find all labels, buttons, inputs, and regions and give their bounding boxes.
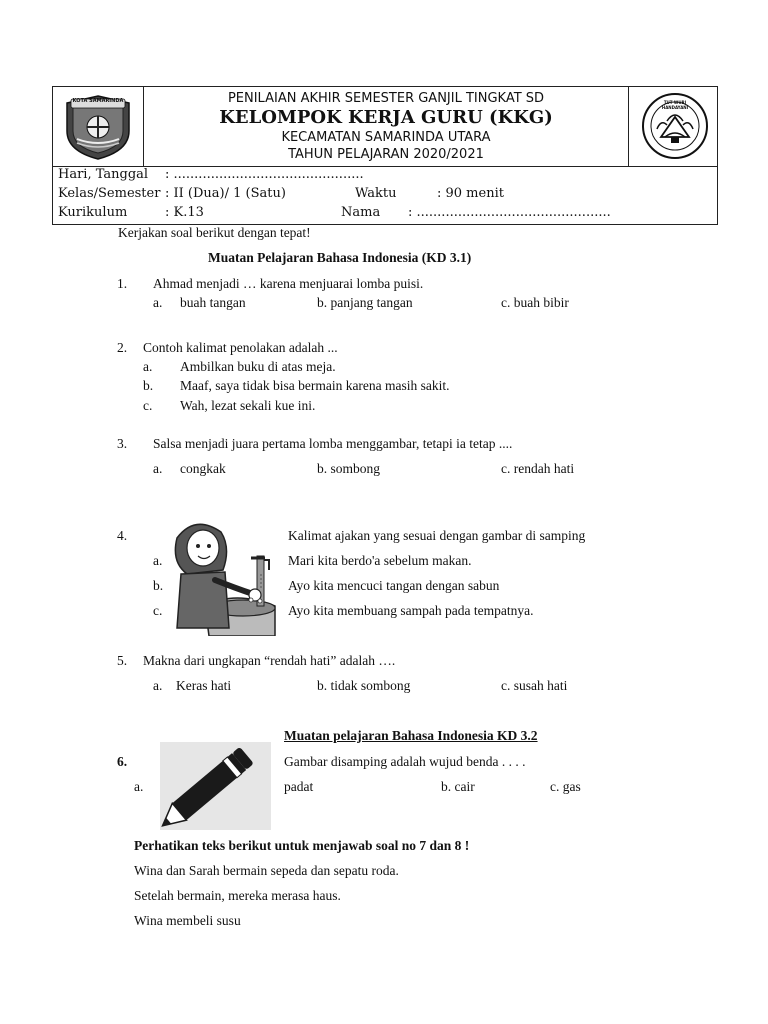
q2-option-a: Ambilkan buku di atas meja. (180, 359, 336, 374)
q2-option-b-letter: b. (143, 378, 154, 393)
q2-option-c: Wah, lezat sekali kue ini. (180, 398, 316, 413)
q4-number: 4. (117, 528, 128, 543)
header-line1: PENILAIAN AKHIR SEMESTER GANJIL TINGKAT SD (227, 91, 545, 106)
q5-option-a-letter: a. (153, 678, 163, 693)
hari-value: : .............................................. (165, 167, 364, 182)
q3-option-a-letter: a. (153, 461, 163, 476)
q6-text: Gambar disamping adalah wujud benda . . . . (284, 754, 526, 769)
girl-washing-hands-illustration (165, 518, 277, 636)
q2-option-a-letter: a. (143, 359, 153, 374)
q3-number: 3. (117, 436, 128, 451)
q2-option-b: Maaf, saya tidak bisa bermain karena masih sakit. (180, 378, 450, 393)
header-title: KELOMPOK KERJA GURU (KKG) (219, 107, 553, 128)
q3-option-c: c. rendah hati (501, 461, 575, 476)
passage-line: Wina dan Sarah bermain sepeda dan sepatu roda. (134, 863, 399, 878)
q5-option-c: c. susah hati (501, 678, 568, 693)
q4-option-a-letter: a. (153, 553, 163, 568)
passage-heading: Perhatikan teks berikut untuk menjawab soal no 7 dan 8 ! (134, 838, 470, 853)
q1-option-c: c. buah bibir (501, 295, 569, 310)
nama-label: Nama (341, 205, 381, 220)
kurikulum-value: : K.13 (165, 205, 204, 220)
kelas-label: Kelas/Semester (58, 186, 161, 201)
q6-option-c: c. gas (550, 779, 581, 794)
q5-option-a: Keras hati (176, 678, 232, 693)
q4-option-b: Ayo kita mencuci tangan dengan sabun (288, 578, 500, 593)
q5-option-b: b. tidak sombong (317, 678, 411, 693)
q4-option-c-letter: c. (153, 603, 163, 618)
header-line3: KECAMATAN SAMARINDA UTARA (281, 130, 491, 145)
q6-option-a-letter: a. (134, 779, 144, 794)
kurikulum-label: Kurikulum (58, 205, 128, 220)
passage-line: Wina membeli susu (134, 913, 241, 928)
passage-line: Setelah bermain, mereka merasa haus. (134, 888, 341, 903)
section2-heading: Muatan pelajaran Bahasa Indonesia KD 3.2 (284, 728, 538, 743)
pencil-illustration (160, 742, 271, 830)
q2-number: 2. (117, 340, 128, 355)
header-line4: TAHUN PELAJARAN 2020/2021 (288, 147, 484, 162)
q1-text: Ahmad menjadi … karena menjuarai lomba puisi. (153, 276, 424, 291)
header-box (52, 86, 718, 225)
hari-label: Hari, Tanggal (58, 167, 149, 182)
q6-number: 6. (117, 754, 128, 769)
q6-option-b: b. cair (441, 779, 475, 794)
q1-option-b: b. panjang tangan (317, 295, 413, 310)
q4-option-b-letter: b. (153, 578, 164, 593)
q3-option-a: congkak (180, 461, 226, 476)
q4-option-a: Mari kita berdo'a sebelum makan. (288, 553, 472, 568)
waktu-value: : 90 menit (437, 186, 504, 201)
instruction: Kerjakan soal berikut dengan tepat! (118, 225, 311, 240)
q1-option-a: buah tangan (180, 295, 246, 310)
q2-option-c-letter: c. (143, 398, 153, 413)
right-logo-text: TUT WURI HANDAYANI (661, 100, 689, 110)
q3-text: Salsa menjadi juara pertama lomba menggambar, tetapi ia tetap .... (153, 436, 513, 451)
q3-option-b: b. sombong (317, 461, 381, 476)
q1-option-a-letter: a. (153, 295, 163, 310)
q6-option-a: padat (284, 779, 314, 794)
q4-text: Kalimat ajakan yang sesuai dengan gambar di samping (288, 528, 586, 543)
waktu-label: Waktu (355, 186, 397, 201)
q4-option-c: Ayo kita membuang sampah pada tempatnya. (288, 603, 534, 618)
left-logo-text: KOTA SAMARINDA (72, 98, 124, 104)
q5-text: Makna dari ungkapan “rendah hati” adalah …. (143, 653, 396, 668)
q1-number: 1. (117, 276, 128, 291)
nama-value: : ............................................... (408, 205, 611, 220)
kelas-value: : II (Dua)/ 1 (Satu) (165, 186, 286, 201)
q5-number: 5. (117, 653, 128, 668)
q2-text: Contoh kalimat penolakan adalah ... (143, 340, 338, 355)
section1-heading: Muatan Pelajaran Bahasa Indonesia (KD 3.1) (208, 250, 472, 265)
